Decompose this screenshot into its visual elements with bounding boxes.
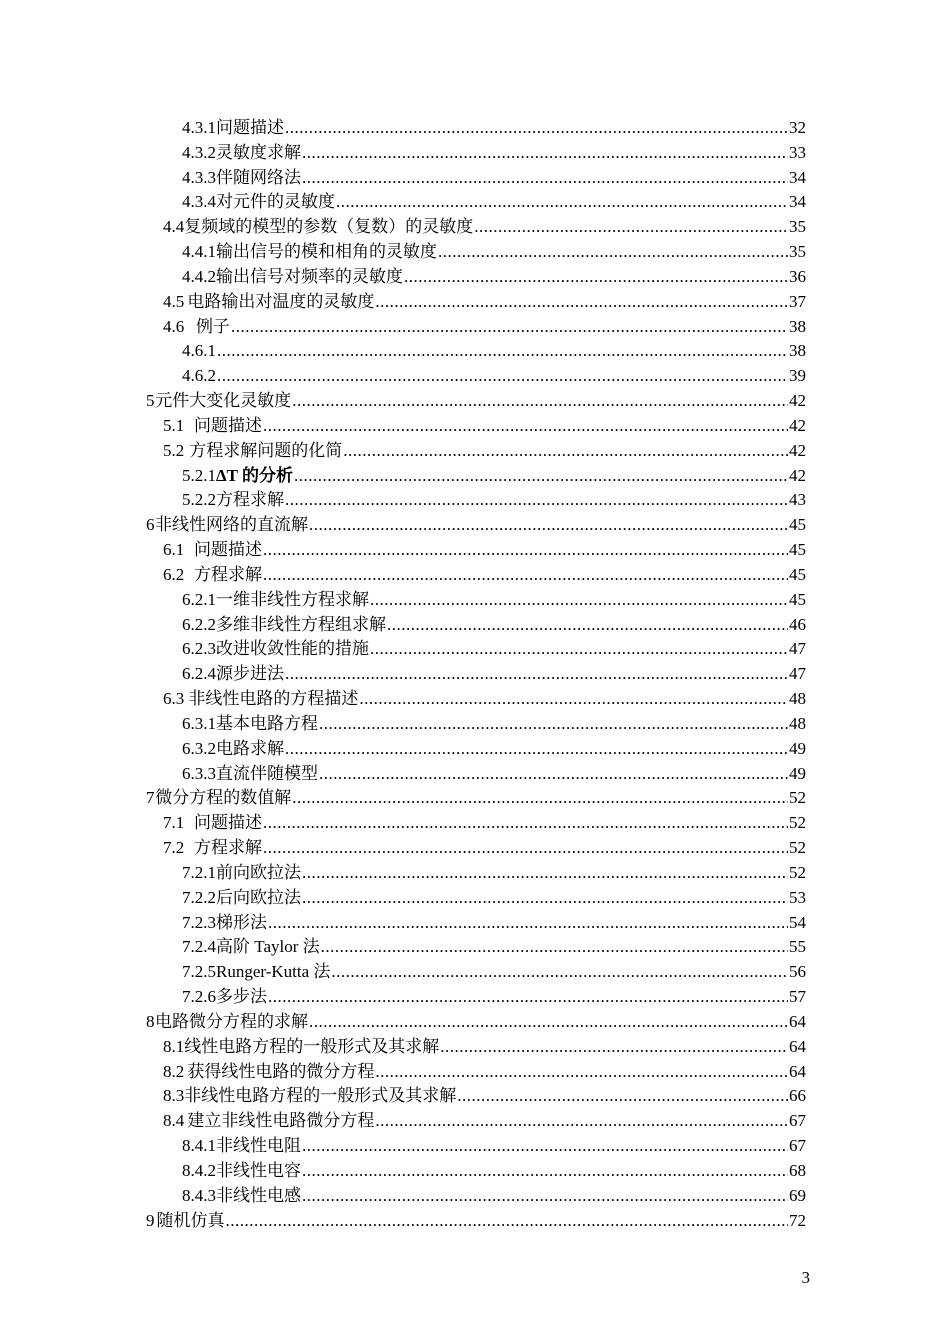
toc-entry-page: 38 [789, 341, 806, 360]
toc-entry[interactable] [182, 985, 806, 1009]
toc-entry[interactable] [182, 116, 806, 140]
toc-dot-leader [302, 166, 788, 190]
toc-dot-leader [226, 1209, 788, 1233]
toc-entry[interactable] [182, 737, 806, 761]
toc-entry[interactable] [163, 315, 806, 339]
toc-dot-leader [302, 141, 788, 165]
toc-entry-number: 5.2 [163, 441, 185, 460]
toc-entry-page: 42 [789, 441, 806, 460]
toc-entry[interactable] [146, 1010, 806, 1034]
toc-dot-leader [309, 513, 788, 537]
toc-entry-number: 6 [146, 515, 155, 534]
toc-dot-leader [404, 265, 788, 289]
toc-entry-title: 非线性电容 [216, 1161, 301, 1180]
toc-entry-title: 问题描述 [194, 813, 263, 832]
toc-entry-number: 5.2.2 [182, 490, 216, 509]
toc-entry-title: 方程求解问题的化简 [189, 441, 343, 460]
toc-dot-leader [231, 315, 788, 339]
toc-entry-page: 45 [789, 565, 806, 584]
toc-entry-page: 48 [789, 714, 806, 733]
toc-dot-leader [263, 836, 788, 860]
toc-entry-number: 4.4 [163, 217, 185, 236]
toc-entry-number: 6.3.3 [182, 764, 216, 783]
toc-entry-title: 电路求解 [216, 739, 284, 758]
toc-entry-number: 6.2.1 [182, 590, 216, 609]
toc-dot-leader [309, 1010, 788, 1034]
toc-entry-title: 线性电路方程的一般形式及其求解 [184, 1037, 440, 1056]
toc-entry-title: 多步法 [216, 987, 267, 1006]
toc-dot-leader [387, 613, 788, 637]
toc-entry-page: 52 [789, 838, 806, 857]
toc-dot-leader [302, 1184, 788, 1208]
toc-entry-page: 53 [789, 888, 806, 907]
toc-entry-number: 6.3 [163, 689, 185, 708]
toc-entry-title: 前向欧拉法 [216, 863, 301, 882]
toc-entry-title: 基本电路方程 [216, 714, 318, 733]
toc-dot-leader [285, 662, 788, 686]
toc-entry-number: 4.3.4 [182, 192, 216, 211]
toc-entry-title: 问题描述 [216, 118, 284, 137]
toc-dot-leader [285, 116, 788, 140]
toc-entry-page: 66 [789, 1086, 806, 1105]
toc-entry-page: 43 [789, 490, 806, 509]
toc-entry-title: 元件大变化灵敏度 [155, 391, 292, 410]
toc-entry-number: 8.2 [163, 1062, 185, 1081]
toc-entry-title: 高阶 Taylor 法 [216, 937, 320, 956]
toc-entry[interactable] [182, 464, 806, 488]
toc-dot-leader [474, 215, 788, 239]
toc-entry-title: 一维非线性方程求解 [216, 590, 369, 609]
toc-entry-page: 39 [789, 366, 806, 385]
toc-entry[interactable] [163, 563, 806, 587]
toc-entry[interactable] [182, 1184, 806, 1208]
toc-entry-page: 32 [789, 118, 806, 137]
toc-entry-page: 45 [789, 515, 806, 534]
toc-entry-page: 48 [789, 689, 806, 708]
toc-entry-page: 45 [789, 540, 806, 559]
toc-entry-page: 67 [789, 1136, 806, 1155]
toc-entry[interactable] [146, 389, 806, 413]
toc-entry[interactable] [182, 1134, 806, 1158]
toc-entry-number: 8.4.3 [182, 1186, 216, 1205]
toc-entry-number: 6.2.4 [182, 664, 216, 683]
toc-dot-leader [263, 414, 788, 438]
toc-entry-number: 4.6.2 [182, 366, 216, 385]
toc-dot-leader [375, 290, 788, 314]
toc-entry[interactable] [182, 190, 806, 214]
toc-entry-title: 微分方程的数值解 [155, 788, 292, 807]
toc-entry-page: 57 [789, 987, 806, 1006]
toc-entry-title: 输出信号对频率的灵敏度 [216, 267, 403, 286]
toc-entry-page: 42 [789, 391, 806, 410]
toc-entry-page: 34 [789, 192, 806, 211]
toc-dot-leader [292, 389, 788, 413]
toc-entry-title: Runger-Kutta 法 [216, 962, 331, 981]
toc-dot-leader [370, 637, 788, 661]
toc-entry-page: 64 [789, 1012, 806, 1031]
toc-entry-title: 灵敏度求解 [216, 143, 301, 162]
toc-entry[interactable] [163, 414, 806, 438]
toc-entry-title: 非线性电感 [216, 1186, 301, 1205]
toc-entry[interactable] [182, 911, 806, 935]
toc-entry-page: 52 [789, 813, 806, 832]
toc-entry-number: 7.1 [163, 813, 185, 832]
toc-entry-number: 4.4.1 [182, 242, 216, 261]
toc-entry-page: 45 [789, 590, 806, 609]
toc-entry-number: 7.2 [163, 838, 185, 857]
toc-entry-number: 7.2.1 [182, 863, 216, 882]
toc-dot-leader [302, 1134, 788, 1158]
toc-entry[interactable] [182, 762, 806, 786]
toc-entry-page: 68 [789, 1161, 806, 1180]
toc-entry-number: 8.4 [163, 1111, 185, 1130]
toc-dot-leader [285, 737, 788, 761]
toc-entry[interactable] [163, 215, 806, 239]
toc-entry-page: 52 [789, 788, 806, 807]
toc-entry[interactable] [182, 662, 806, 686]
toc-entry-page: 37 [789, 292, 806, 311]
toc-entry-number: 7.2.2 [182, 888, 216, 907]
toc-entry-number: 8.4.1 [182, 1136, 216, 1155]
toc-entry[interactable] [163, 1060, 806, 1084]
toc-dot-leader [302, 861, 788, 885]
toc-dot-leader [457, 1084, 788, 1108]
toc-entry-title: 输出信号的模和相角的灵敏度 [216, 242, 437, 261]
toc-entry[interactable] [163, 1084, 806, 1108]
toc-dot-leader [440, 1035, 788, 1059]
toc-entry-title: 获得线性电路的微分方程 [187, 1062, 375, 1081]
toc-entry-number: 6.2 [163, 565, 185, 584]
toc-dot-leader [321, 935, 788, 959]
toc-entry[interactable] [163, 538, 806, 562]
toc-entry[interactable] [163, 1035, 806, 1059]
toc-entry-title: 问题描述 [194, 540, 263, 559]
toc-entry-number: 4.3.2 [182, 143, 216, 162]
toc-entry-title: 方程求解 [216, 490, 284, 509]
toc-entry-page: 38 [789, 317, 806, 336]
toc-entry-number: 4.6 [163, 317, 185, 336]
toc-entry-number: 7.2.3 [182, 913, 216, 932]
toc-entry-number: 6.2.2 [182, 615, 216, 634]
toc-entry-number: 7.2.6 [182, 987, 216, 1006]
toc-entry-number: 4.6.1 [182, 341, 216, 360]
toc-entry[interactable] [163, 687, 806, 711]
toc-dot-leader [263, 811, 788, 835]
toc-entry-number: 4.3.1 [182, 118, 216, 137]
toc-dot-leader [438, 240, 788, 264]
toc-entry-title: 电路微分方程的求解 [154, 1012, 308, 1031]
toc-entry-title: 源步进法 [216, 664, 284, 683]
toc-entry-page: 56 [789, 962, 806, 981]
toc-dot-leader [319, 762, 788, 786]
toc-entry-page: 33 [789, 143, 806, 162]
toc-dot-leader [302, 886, 788, 910]
toc-entry-title: 非线性电路的方程描述 [188, 689, 359, 708]
toc-entry[interactable] [146, 513, 806, 537]
toc-entry-title: 梯形法 [216, 913, 267, 932]
toc-entry[interactable] [182, 1159, 806, 1183]
toc-entry[interactable] [182, 166, 806, 190]
toc-dot-leader [336, 190, 788, 214]
toc-entry-number: 4.3.3 [182, 168, 216, 187]
toc-dot-leader [359, 687, 788, 711]
toc-entry-title: 随机仿真 [156, 1211, 225, 1230]
toc-entry-number: 5 [146, 391, 155, 410]
toc-entry[interactable] [182, 886, 806, 910]
toc-entry-number: 6.3.1 [182, 714, 216, 733]
toc-entry-page: 36 [789, 267, 806, 286]
toc-entry-number: 6.3.2 [182, 739, 216, 758]
toc-dot-leader [285, 488, 788, 512]
toc-entry-number: 6.1 [163, 540, 185, 559]
toc-entry-page: 47 [789, 664, 806, 683]
toc-entry-title: 直流伴随模型 [216, 764, 318, 783]
toc-entry-page: 35 [789, 242, 806, 261]
toc-entry-number: 5.2.1 [182, 466, 216, 485]
toc-dot-leader [370, 588, 788, 612]
toc-entry-page: 34 [789, 168, 806, 187]
toc-entry-title: 建立非线性电路微分方程 [187, 1111, 375, 1130]
toc-entry[interactable] [182, 265, 806, 289]
toc-entry-title: 复频域的模型的参数（复数）的灵敏度 [184, 217, 474, 236]
toc-entry[interactable] [163, 439, 806, 463]
toc-entry-page: 69 [789, 1186, 806, 1205]
toc-entry[interactable] [163, 811, 806, 835]
toc-entry[interactable] [163, 836, 806, 860]
toc-entry-number: 4.5 [163, 292, 185, 311]
toc-dot-leader [331, 960, 788, 984]
toc-entry-page: 67 [789, 1111, 806, 1130]
toc-entry-title: 非线性电路方程的一般形式及其求解 [184, 1086, 457, 1105]
toc-entry-title: 非线性网络的直流解 [154, 515, 308, 534]
toc-dot-leader [217, 364, 788, 388]
toc-entry[interactable] [182, 488, 806, 512]
toc-entry-number: 4.4.2 [182, 267, 216, 286]
toc-entry-page: 72 [789, 1211, 806, 1230]
toc-entry-number: 7.2.4 [182, 937, 216, 956]
toc-entry-page: 49 [789, 739, 806, 758]
toc-dot-leader [263, 538, 788, 562]
toc-entry[interactable] [182, 613, 806, 637]
toc-entry[interactable] [182, 364, 806, 388]
toc-dot-leader [343, 439, 788, 463]
toc-entry-title: 例子 [195, 317, 230, 336]
toc-entry-page: 42 [789, 466, 806, 485]
toc-entry-page: 47 [789, 639, 806, 658]
toc-entry[interactable] [163, 290, 806, 314]
toc-entry-title: 电路输出对温度的灵敏度 [187, 292, 375, 311]
toc-dot-leader [375, 1060, 788, 1084]
toc-entry-page: 54 [789, 913, 806, 932]
toc-entry-number: 5.1 [163, 416, 185, 435]
toc-entry-number: 8.3 [163, 1086, 185, 1105]
toc-entry-title: ΔT 的分析 [216, 466, 293, 485]
toc-entry[interactable] [182, 588, 806, 612]
toc-entry-page: 49 [789, 764, 806, 783]
toc-entry-page: 55 [789, 937, 806, 956]
toc-entry[interactable] [182, 935, 806, 959]
page-number: 3 [801, 1268, 810, 1287]
toc-entry-title: 改进收敛性能的措施 [216, 639, 369, 658]
toc-entry[interactable] [182, 339, 806, 363]
toc-entry-page: 35 [789, 217, 806, 236]
toc-dot-leader [294, 464, 788, 488]
toc-entry-number: 8.1 [163, 1037, 185, 1056]
toc-entry-number: 8.4.2 [182, 1161, 216, 1180]
toc-entry-title: 方程求解 [194, 565, 263, 584]
toc-entry-number: 9 [146, 1211, 155, 1230]
toc-dot-leader [292, 786, 788, 810]
toc-entry-title: 问题描述 [194, 416, 263, 435]
toc-entry-title: 后向欧拉法 [216, 888, 301, 907]
toc-dot-leader [217, 339, 788, 363]
toc-entry-number: 8 [146, 1012, 155, 1031]
toc-dot-leader [263, 563, 788, 587]
toc-entry-title: 对元件的灵敏度 [216, 192, 335, 211]
toc-entry[interactable] [182, 637, 806, 661]
toc-entry[interactable] [182, 240, 806, 264]
toc-entry-title: 多维非线性方程组求解 [216, 615, 386, 634]
toc-entry[interactable] [146, 786, 806, 810]
toc-entry-page: 46 [789, 615, 806, 634]
toc-entry-number: 6.2.3 [182, 639, 216, 658]
toc-entry-page: 42 [789, 416, 806, 435]
toc-entry-title: 伴随网络法 [216, 168, 301, 187]
toc-entry-page: 64 [789, 1062, 806, 1081]
toc-entry-title: 非线性电阻 [216, 1136, 301, 1155]
toc-entry[interactable] [163, 1109, 806, 1133]
toc-entry[interactable] [182, 141, 806, 165]
toc-entry[interactable] [146, 1209, 806, 1233]
toc-dot-leader [319, 712, 788, 736]
toc-entry-page: 52 [789, 863, 806, 882]
toc-entry[interactable] [182, 712, 806, 736]
toc-entry-page: 64 [789, 1037, 806, 1056]
toc-dot-leader [375, 1109, 788, 1133]
toc-entry-number: 7.2.5 [182, 962, 216, 981]
toc-entry[interactable] [182, 861, 806, 885]
toc-dot-leader [268, 985, 788, 1009]
toc-dot-leader [302, 1159, 788, 1183]
toc-entry[interactable] [182, 960, 806, 984]
toc-entry-title: 方程求解 [194, 838, 263, 857]
toc-entry-number: 7 [146, 788, 155, 807]
toc-dot-leader [268, 911, 788, 935]
